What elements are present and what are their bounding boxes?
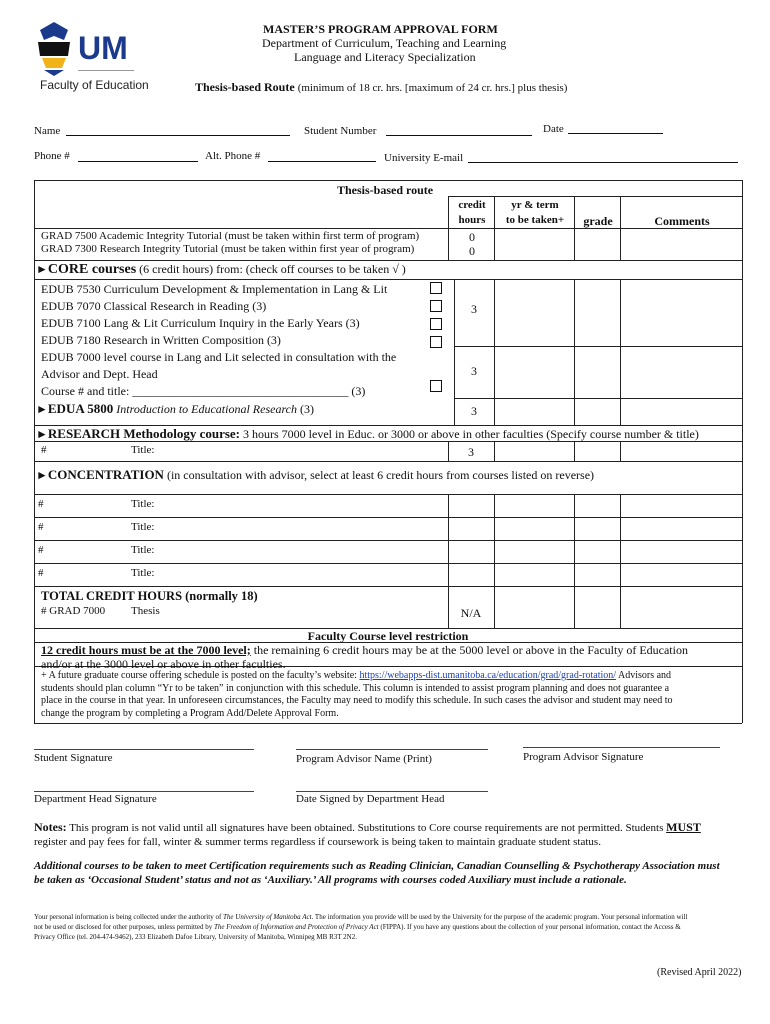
core-credit-1: 3 <box>471 302 477 316</box>
core-item-7000: EDUB 7000 level course in Lang and Lit selected in consultation with the <box>41 350 397 364</box>
arrow-icon: ► <box>36 427 48 441</box>
total-credit-hours: TOTAL CREDIT HOURS (normally 18) <box>41 589 258 603</box>
footnote-text-end: Advisors and <box>616 670 672 681</box>
route-label: Thesis-based Route <box>195 80 295 94</box>
logo-divider <box>78 70 134 71</box>
logo-letters: UM <box>78 30 128 66</box>
checkbox-7070[interactable] <box>430 300 442 312</box>
conc-hash-4: # <box>38 567 44 579</box>
edua-title: Introduction to Educational Research <box>116 402 298 416</box>
student-signature-label: Student Signature <box>34 752 113 764</box>
conc-title-1: Title: <box>131 498 155 510</box>
core-item-7100: EDUB 7100 Lang & Lit Curriculum Inquiry in the Early Years (3) <box>41 316 360 330</box>
checkbox-7100[interactable] <box>430 318 442 330</box>
email-label: University E-mail <box>384 152 464 164</box>
certification-note <box>34 859 746 887</box>
edua-credits-note: (3) <box>300 402 315 416</box>
privacy-line3: Privacy Office (tel. 204-474-9462), 233 Elizabeth Dafoe Library, University of Manitoba, Winnipeg MB R3T 2N2. <box>34 933 357 941</box>
grad7000-row: # GRAD 7000 <box>41 605 106 617</box>
col-yr-header <box>496 198 574 228</box>
research-hash: # <box>41 444 47 456</box>
notes-must: MUST <box>666 820 701 834</box>
specialization-name: Language and Literacy Specialization <box>294 50 476 64</box>
core-item-7000-cont: Advisor and Dept. Head <box>41 367 158 381</box>
privacy-text: Your personal information is being collected under the authority of <box>34 913 224 921</box>
col-credit-line2: hours <box>458 214 486 226</box>
phone-label: Phone # <box>34 150 70 162</box>
privacy-notice <box>34 912 746 942</box>
name-field[interactable] <box>66 135 290 136</box>
research-title-label: Title: <box>131 444 155 456</box>
notes-line1 <box>34 820 746 835</box>
restriction-rest: the remaining 6 credit hours may be at the 5000 level or above in the Faculty of Education <box>250 643 688 657</box>
footnote-line3: place in the course in that year. In unforeseen circumstances, the Faculty may need to modify this schedule. In such cases the advisor and student may need to <box>41 695 673 706</box>
concentration-label: CONCENTRATION <box>47 467 164 482</box>
notes-label: Notes: <box>34 820 67 834</box>
core-item-course-title: Course # and title: ____________________________________ (3) <box>41 384 366 398</box>
footnote-line1 <box>41 670 741 683</box>
footnote-line2: students should plan column “Yr to be taken” in conjunction with this schedule. This column is intended to assist program planning and does not guarantee a <box>41 682 670 694</box>
arrow-icon: ► <box>36 468 48 482</box>
footnote-line4: change the program by completing a Program Add/Delete Approval Form. <box>41 707 339 719</box>
conc-hash-2: # <box>38 521 44 533</box>
core-label: CORE courses <box>47 262 137 277</box>
checkbox-7000[interactable] <box>430 380 442 392</box>
student-number-label: Student Number <box>304 125 377 137</box>
thesis-credit: N/A <box>460 606 482 620</box>
route-note: (minimum of 18 cr. hrs. [maximum of 24 cr. hrs.] plus thesis) <box>297 82 568 94</box>
email-field[interactable] <box>468 162 738 163</box>
conc-hash-1: # <box>38 498 44 510</box>
date-label: Date <box>543 123 564 135</box>
privacy-line1 <box>34 912 746 922</box>
date-field[interactable] <box>568 133 663 134</box>
footnote-text: + A future graduate course offering schedule is posted on the faculty’s website: <box>41 670 360 681</box>
student-signature-line[interactable] <box>34 749 254 750</box>
bison-crest-icon <box>34 20 74 76</box>
privacy-line2 <box>34 922 746 932</box>
col-credit-line1: credit <box>458 199 486 211</box>
footnote <box>41 670 741 720</box>
grad7500-credit: 0 <box>469 230 475 244</box>
concentration-heading <box>36 467 594 483</box>
alt-phone-field[interactable] <box>268 161 376 162</box>
restriction-text-line2: and/or at the 3000 level or above in other faculties. <box>41 657 286 671</box>
alt-phone-label: Alt. Phone # <box>205 150 261 162</box>
notes <box>34 820 746 849</box>
thesis-label: Thesis <box>131 605 160 617</box>
edua-row <box>36 401 314 417</box>
concentration-instructions: (in consultation with advisor, select at least 6 credit hours from courses listed on reverse) <box>166 468 595 482</box>
student-number-field[interactable] <box>386 135 532 136</box>
table-title: Thesis-based route <box>337 183 434 197</box>
dept-head-signature-line[interactable] <box>34 791 254 792</box>
restriction-text <box>41 643 688 658</box>
core-item-7180: EDUB 7180 Research in Written Composition (3) <box>41 333 281 347</box>
col-grade-header: grade <box>583 214 613 228</box>
advisor-name-label: Program Advisor Name (Print) <box>296 753 432 765</box>
university-logo <box>34 20 149 95</box>
dept-head-signature-label: Department Head Signature <box>34 793 157 805</box>
revision-date: (Revised April 2022) <box>657 967 742 978</box>
arrow-icon: ► <box>36 402 48 416</box>
col-yr-line2: to be taken+ <box>505 214 565 226</box>
advisor-signature-line[interactable] <box>523 747 720 748</box>
privacy-text: not be used or disclosed for other purposes, unless permitted by <box>34 923 215 931</box>
privacy-text: . The information you provide will be used by the University for the purpose of the academic program. Your personal information will <box>311 913 688 921</box>
conc-title-4: Title: <box>131 567 155 579</box>
col-yr-line1: yr & term <box>511 199 559 211</box>
grad7500-row: GRAD 7500 Academic Integrity Tutorial (must be taken within first term of program) <box>41 230 420 242</box>
date-signed-label: Date Signed by Department Head <box>296 793 445 805</box>
logo-subtitle: Faculty of Education <box>40 78 149 92</box>
phone-field[interactable] <box>78 161 198 162</box>
notes-line2: register and pay fees for fall, winter & summer terms regardless if coursework is being taken to maintain graduate student status. <box>34 836 601 848</box>
research-credit: 3 <box>468 445 474 459</box>
edua-code: EDUA 5800 <box>47 401 114 416</box>
grad7300-row: GRAD 7300 Research Integrity Tutorial (must be taken within first year of program) <box>41 243 415 255</box>
research-instructions: 3 hours 7000 level in Educ. or 3000 or above in other faculties (Specify course number & title) <box>243 427 699 441</box>
core-instructions: (6 credit hours) from: (check off courses to be taken √ ) <box>139 262 406 276</box>
privacy-act: The University of Manitoba Act <box>223 913 312 921</box>
checkbox-7180[interactable] <box>430 336 442 348</box>
certification-line1: Additional courses to be taken to meet Certification requirements such as Reading Clinician, Canadian Counselling & Psychotherapy Association must <box>34 860 720 872</box>
fippa-act: The Freedom of Information and Protection of Privacy Act <box>214 923 379 931</box>
advisor-name-line[interactable] <box>296 749 488 750</box>
conc-title-3: Title: <box>131 544 155 556</box>
conc-hash-3: # <box>38 544 44 556</box>
edua-credit: 3 <box>471 404 477 418</box>
advisor-signature-label: Program Advisor Signature <box>523 751 644 763</box>
privacy-text: (FIPPA). If you have any questions about the collection of your personal information, contact the Access & <box>378 923 681 931</box>
core-item-7070: EDUB 7070 Classical Research in Reading (3) <box>41 299 267 313</box>
col-credit-header <box>450 198 494 228</box>
arrow-icon: ► <box>36 262 48 276</box>
date-signed-line[interactable] <box>296 791 488 792</box>
conc-title-2: Title: <box>131 521 155 533</box>
notes-text: This program is not valid until all signatures have been obtained. Substitutions to Core course requirements are not permitted. Students <box>66 822 667 834</box>
core-item-7530: EDUB 7530 Curriculum Development & Implementation in Lang & Lit <box>41 282 388 296</box>
research-heading <box>36 426 699 442</box>
checkbox-7530[interactable] <box>430 282 442 294</box>
col-comments-header: Comments <box>654 214 710 228</box>
department-name: Department of Curriculum, Teaching and Learning <box>262 36 507 50</box>
restriction-title: Faculty Course level restriction <box>307 629 469 643</box>
research-label: RESEARCH Methodology course: <box>47 426 240 441</box>
certification-line2: be taken as ‘Occasional Student’ status and not as ‘Auxiliary.’ All programs with courses coded Auxiliary must include a rationale. <box>34 874 627 886</box>
core-credit-2: 3 <box>471 364 477 378</box>
form-title: MASTER’S PROGRAM APPROVAL FORM <box>263 22 498 36</box>
grad-rotation-link[interactable]: https://webapps-dist.umanitoba.ca/education/grad/grad-rotation/ <box>359 670 617 681</box>
core-heading <box>36 262 406 278</box>
name-label: Name <box>34 125 61 137</box>
route-heading <box>195 80 567 95</box>
restriction-bold: 12 credit hours must be at the 7000 level; <box>41 643 251 657</box>
grad7300-credit: 0 <box>469 244 475 258</box>
